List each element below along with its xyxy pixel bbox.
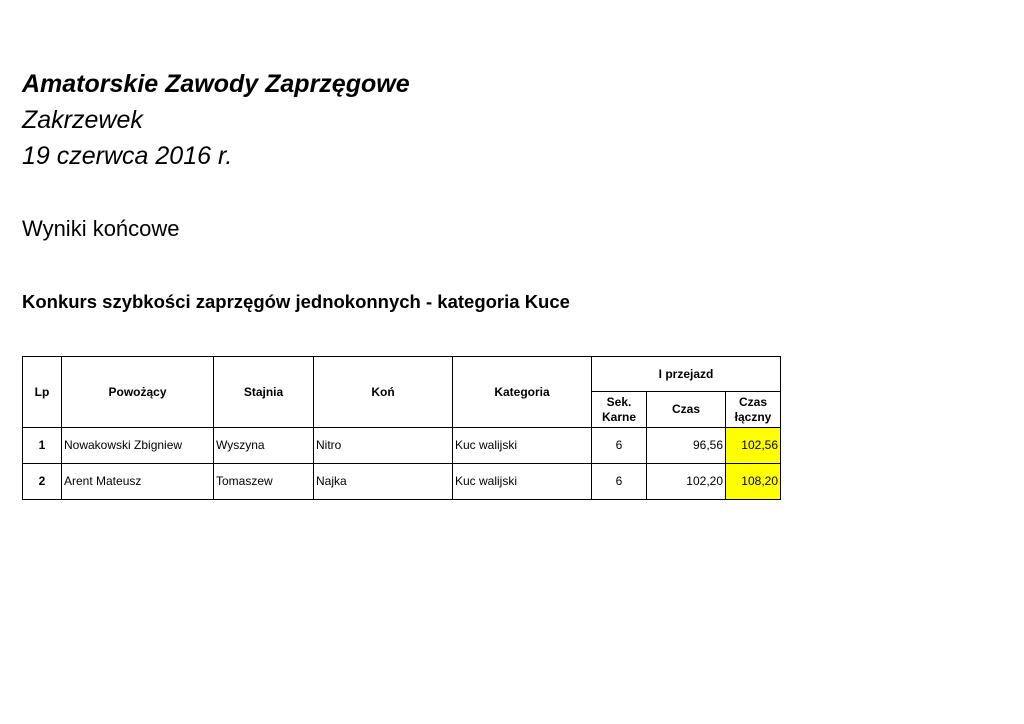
cell-time: 102,20 (647, 464, 726, 500)
header-time: Czas (647, 392, 726, 428)
cell-stable: Tomaszew (214, 464, 314, 500)
header-stable: Stajnia (214, 357, 314, 428)
header-lp: Lp (23, 357, 62, 428)
cell-total: 102,56 (726, 428, 781, 464)
table-row (23, 428, 781, 464)
results-table (22, 356, 781, 500)
cell-penalty: 6 (592, 464, 647, 500)
header-driver: Powożący (62, 357, 214, 428)
header-penalty-line2: Karne (601, 409, 636, 424)
header-total-line2: łączny (734, 409, 772, 424)
cell-penalty: 6 (592, 428, 647, 464)
cell-stable: Wyszyna (214, 428, 314, 464)
header-penalty (592, 392, 647, 428)
cell-category: Kuc walijski (453, 464, 592, 500)
header-total-line1: Czas (738, 394, 767, 409)
event-date: 19 czerwca 2016 r. (22, 142, 233, 170)
cell-horse: Nitro (314, 428, 453, 464)
cell-time: 96,56 (647, 428, 726, 464)
header-horse: Koń (314, 357, 453, 428)
results-heading: Wyniki końcowe (22, 216, 180, 241)
event-title: Amatorskie Zawody Zaprzęgowe (22, 70, 410, 98)
contest-heading: Konkurs szybkości zaprzęgów jednokonnych - kategoria Kuce (22, 291, 570, 312)
cell-category: Kuc walijski (453, 428, 592, 464)
header-round: I przejazd (592, 357, 781, 392)
cell-driver: Arent Mateusz (62, 464, 214, 500)
header-total (726, 392, 781, 428)
cell-total: 108,20 (726, 464, 781, 500)
event-place: Zakrzewek (22, 106, 143, 134)
header-category: Kategoria (453, 357, 592, 428)
table-row (23, 464, 781, 500)
header-penalty-line1: Sek. (606, 394, 632, 409)
cell-lp: 2 (23, 464, 62, 500)
cell-lp: 1 (23, 428, 62, 464)
cell-horse: Najka (314, 464, 453, 500)
cell-driver: Nowakowski Zbigniew (62, 428, 214, 464)
